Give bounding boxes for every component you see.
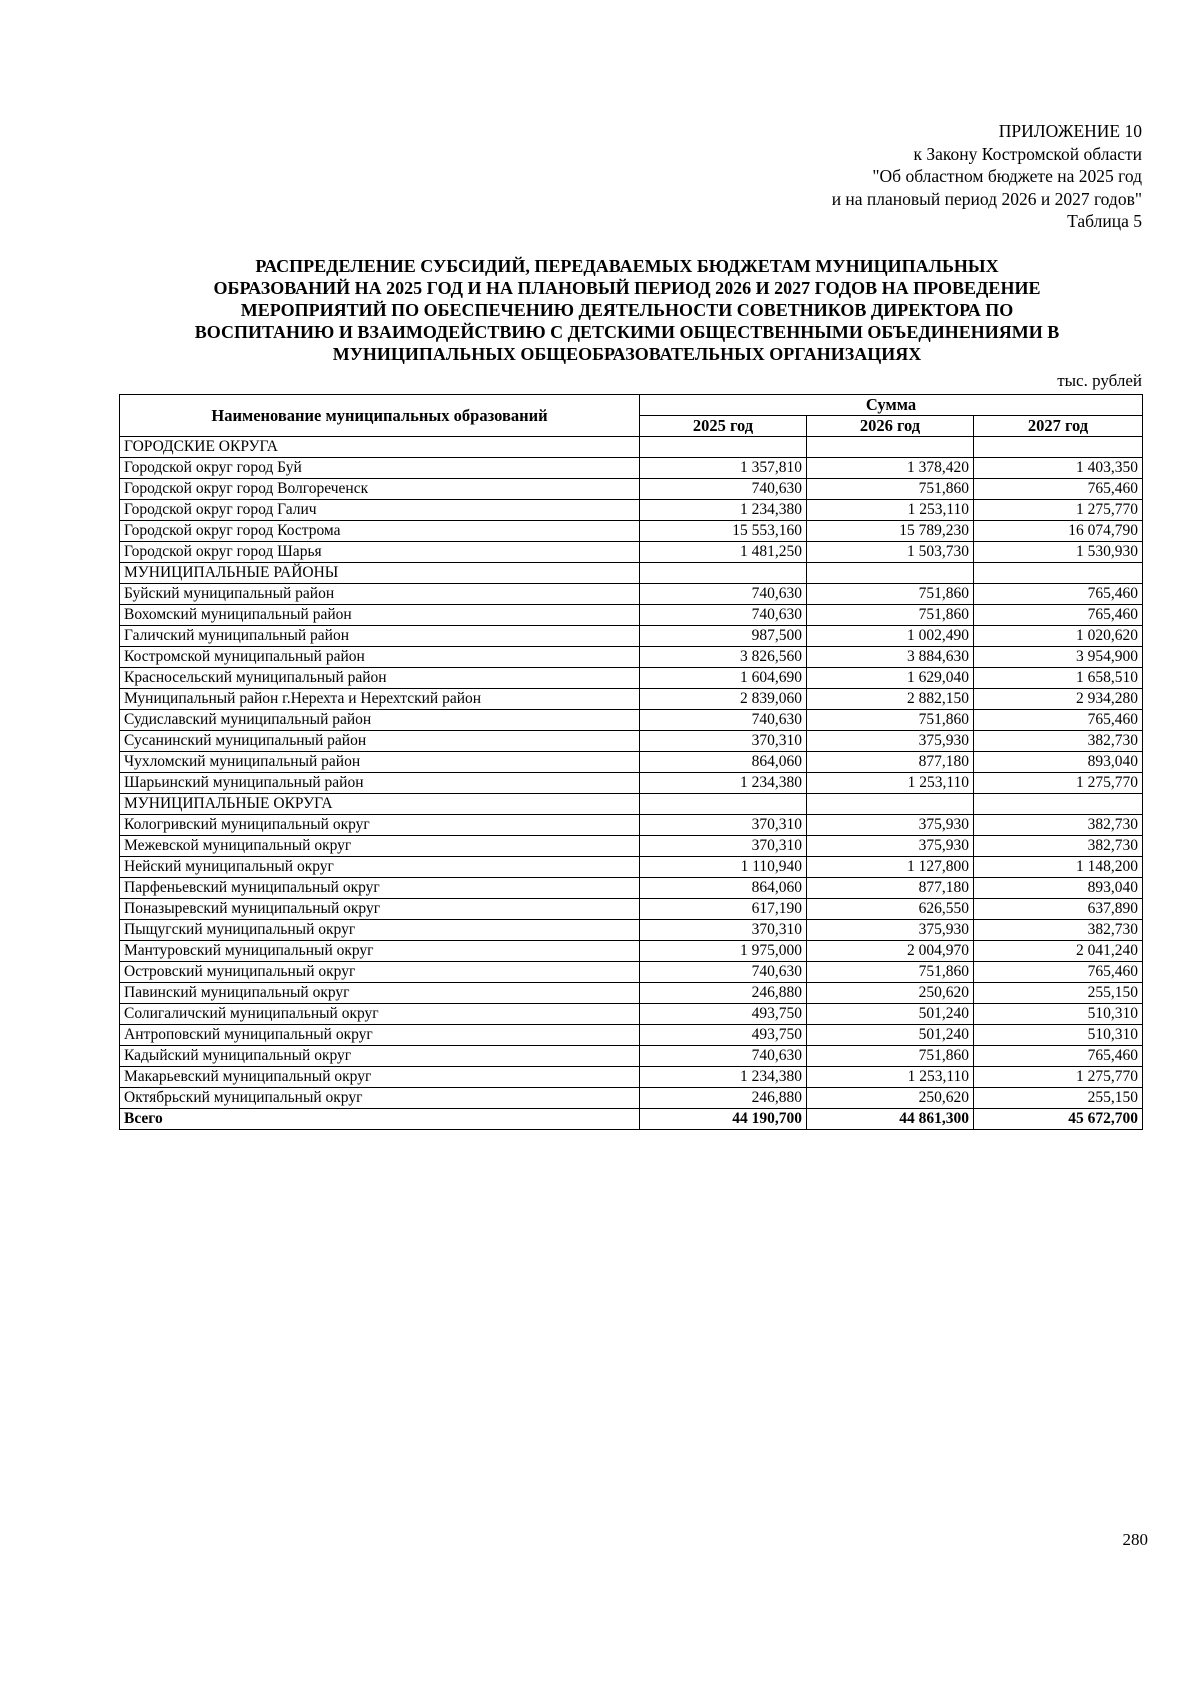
table-row bbox=[120, 1046, 1143, 1067]
table-body bbox=[120, 437, 1143, 1130]
value-2027-cell: 2 934,280 bbox=[974, 689, 1143, 710]
value-2026-cell: 877,180 bbox=[807, 752, 974, 773]
page-number: 280 bbox=[1122, 1530, 1148, 1549]
table-row bbox=[120, 647, 1143, 668]
value-2026-cell: 2 004,970 bbox=[807, 941, 974, 962]
table-row bbox=[120, 983, 1143, 1004]
column-header-2025: 2025 год bbox=[640, 416, 807, 437]
row-name-cell: Городской округ город Волгореченск bbox=[120, 479, 640, 500]
row-name-cell: Пыщугский муниципальный округ bbox=[120, 920, 640, 941]
table-row bbox=[120, 794, 1143, 815]
table-row bbox=[120, 1067, 1143, 1088]
table-row bbox=[120, 668, 1143, 689]
value-2027-cell: 893,040 bbox=[974, 752, 1143, 773]
value-2025-cell: 740,630 bbox=[640, 1046, 807, 1067]
row-name-cell: Галичский муниципальный район bbox=[120, 626, 640, 647]
table-row bbox=[120, 815, 1143, 836]
title-line: МУНИЦИПАЛЬНЫХ ОБЩЕОБРАЗОВАТЕЛЬНЫХ ОРГАНИЗАЦИЯХ bbox=[332, 344, 922, 364]
table-row bbox=[120, 479, 1143, 500]
value-2026-cell: 15 789,230 bbox=[807, 521, 974, 542]
column-header-2026: 2026 год bbox=[807, 416, 974, 437]
table-row bbox=[120, 437, 1143, 458]
value-2026-cell: 1 253,110 bbox=[807, 773, 974, 794]
value-2026-cell: 250,620 bbox=[807, 983, 974, 1004]
row-name-cell: Октябрьский муниципальный округ bbox=[120, 1088, 640, 1109]
appendix-label: ПРИЛОЖЕНИЕ 10 bbox=[998, 121, 1142, 141]
value-2026-cell: 2 882,150 bbox=[807, 689, 974, 710]
value-2027-cell: 765,460 bbox=[974, 1046, 1143, 1067]
value-2027-cell: 255,150 bbox=[974, 1088, 1143, 1109]
value-2027-cell: 510,310 bbox=[974, 1004, 1143, 1025]
value-2027-cell: 382,730 bbox=[974, 836, 1143, 857]
table-row bbox=[120, 458, 1143, 479]
total-label-cell: Всего bbox=[120, 1109, 640, 1130]
value-2027-cell: 382,730 bbox=[974, 815, 1143, 836]
value-2025-cell: 246,880 bbox=[640, 983, 807, 1004]
value-2026-cell: 375,930 bbox=[807, 731, 974, 752]
value-2026-cell: 626,550 bbox=[807, 899, 974, 920]
table-row bbox=[120, 626, 1143, 647]
row-name-cell: Кадыйский муниципальный округ bbox=[120, 1046, 640, 1067]
value-2025-cell: 987,500 bbox=[640, 626, 807, 647]
value-2026-cell: 1 629,040 bbox=[807, 668, 974, 689]
value-2025-cell: 1 357,810 bbox=[640, 458, 807, 479]
row-name-cell: Павинский муниципальный округ bbox=[120, 983, 640, 1004]
table-row bbox=[120, 962, 1143, 983]
value-2027-cell: 1 275,770 bbox=[974, 773, 1143, 794]
subsidy-table bbox=[119, 394, 1143, 1130]
table-row bbox=[120, 563, 1143, 584]
row-name-cell: Судиславский муниципальный район bbox=[120, 710, 640, 731]
value-2026-cell: 375,930 bbox=[807, 815, 974, 836]
total-2027-cell: 45 672,700 bbox=[974, 1109, 1143, 1130]
value-2026-cell: 751,860 bbox=[807, 605, 974, 626]
value-2027-cell: 255,150 bbox=[974, 983, 1143, 1004]
table-row bbox=[120, 500, 1143, 521]
value-2027-cell: 382,730 bbox=[974, 920, 1143, 941]
table-row bbox=[120, 1088, 1143, 1109]
value-2025-cell: 1 110,940 bbox=[640, 857, 807, 878]
period-reference: и на плановый период 2026 и 2027 годов" bbox=[831, 188, 1142, 209]
row-name-cell: Нейский муниципальный округ bbox=[120, 857, 640, 878]
row-name-cell: Кологривский муниципальный округ bbox=[120, 815, 640, 836]
row-name-cell: Чухломский муниципальный район bbox=[120, 752, 640, 773]
value-2027-cell: 765,460 bbox=[974, 584, 1143, 605]
value-2025-cell: 493,750 bbox=[640, 1025, 807, 1046]
document-title bbox=[120, 255, 1134, 365]
table-row bbox=[120, 1004, 1143, 1025]
value-2025-cell bbox=[640, 794, 807, 815]
value-2026-cell: 375,930 bbox=[807, 920, 974, 941]
value-2027-cell: 16 074,790 bbox=[974, 521, 1143, 542]
row-name-cell: Красносельский муниципальный район bbox=[120, 668, 640, 689]
value-2027-cell: 1 403,350 bbox=[974, 458, 1143, 479]
row-name-cell: МУНИЦИПАЛЬНЫЕ РАЙОНЫ bbox=[120, 563, 640, 584]
value-2026-cell: 751,860 bbox=[807, 710, 974, 731]
row-name-cell: Вохомский муниципальный район bbox=[120, 605, 640, 626]
value-2025-cell: 370,310 bbox=[640, 731, 807, 752]
value-2026-cell: 1 253,110 bbox=[807, 500, 974, 521]
value-2026-cell: 501,240 bbox=[807, 1004, 974, 1025]
value-2025-cell: 740,630 bbox=[640, 710, 807, 731]
appendix-header bbox=[832, 120, 1142, 233]
table-row bbox=[120, 731, 1143, 752]
total-2025-cell: 44 190,700 bbox=[640, 1109, 807, 1130]
title-line: ВОСПИТАНИЮ И ВЗАИМОДЕЙСТВИЮ С ДЕТСКИМИ ОБЩЕСТВЕННЫМИ ОБЪЕДИНЕНИЯМИ В bbox=[194, 322, 1060, 342]
row-name-cell: Городской округ город Шарья bbox=[120, 542, 640, 563]
value-2025-cell: 493,750 bbox=[640, 1004, 807, 1025]
table-row bbox=[120, 1025, 1143, 1046]
value-2027-cell: 1 275,770 bbox=[974, 500, 1143, 521]
value-2025-cell: 740,630 bbox=[640, 605, 807, 626]
total-2026-cell: 44 861,300 bbox=[807, 1109, 974, 1130]
value-2026-cell: 1 002,490 bbox=[807, 626, 974, 647]
value-2027-cell: 637,890 bbox=[974, 899, 1143, 920]
value-2026-cell: 1 378,420 bbox=[807, 458, 974, 479]
value-2026-cell: 1 253,110 bbox=[807, 1067, 974, 1088]
row-name-cell: Антроповский муниципальный округ bbox=[120, 1025, 640, 1046]
table-row bbox=[120, 836, 1143, 857]
value-2025-cell: 864,060 bbox=[640, 752, 807, 773]
value-2027-cell: 510,310 bbox=[974, 1025, 1143, 1046]
value-2026-cell: 751,860 bbox=[807, 962, 974, 983]
value-2026-cell: 877,180 bbox=[807, 878, 974, 899]
row-name-cell: Городской округ город Буй bbox=[120, 458, 640, 479]
value-2027-cell: 2 041,240 bbox=[974, 941, 1143, 962]
value-2025-cell: 864,060 bbox=[640, 878, 807, 899]
row-name-cell: Островский муниципальный округ bbox=[120, 962, 640, 983]
table-row bbox=[120, 878, 1143, 899]
value-2025-cell: 1 975,000 bbox=[640, 941, 807, 962]
value-2026-cell: 375,930 bbox=[807, 836, 974, 857]
row-name-cell: Парфеньевский муниципальный округ bbox=[120, 878, 640, 899]
title-line: РАСПРЕДЕЛЕНИЕ СУБСИДИЙ, ПЕРЕДАВАЕМЫХ БЮДЖЕТАМ МУНИЦИПАЛЬНЫХ bbox=[255, 256, 999, 276]
value-2027-cell bbox=[974, 437, 1143, 458]
value-2025-cell: 370,310 bbox=[640, 836, 807, 857]
table-row bbox=[120, 857, 1143, 878]
table-header-row bbox=[120, 395, 1143, 416]
row-name-cell: Муниципальный район г.Нерехта и Нерехтский район bbox=[120, 689, 640, 710]
table-row bbox=[120, 521, 1143, 542]
value-2026-cell bbox=[807, 437, 974, 458]
value-2026-cell bbox=[807, 794, 974, 815]
value-2027-cell bbox=[974, 563, 1143, 584]
value-2025-cell: 15 553,160 bbox=[640, 521, 807, 542]
value-2026-cell: 751,860 bbox=[807, 479, 974, 500]
row-name-cell: МУНИЦИПАЛЬНЫЕ ОКРУГА bbox=[120, 794, 640, 815]
row-name-cell: Городской округ город Галич bbox=[120, 500, 640, 521]
value-2027-cell: 1 148,200 bbox=[974, 857, 1143, 878]
table-row bbox=[120, 941, 1143, 962]
value-2025-cell: 370,310 bbox=[640, 815, 807, 836]
value-2027-cell: 382,730 bbox=[974, 731, 1143, 752]
value-2027-cell: 1 275,770 bbox=[974, 1067, 1143, 1088]
value-2025-cell: 617,190 bbox=[640, 899, 807, 920]
row-name-cell: Мантуровский муниципальный округ bbox=[120, 941, 640, 962]
value-2027-cell: 1 530,930 bbox=[974, 542, 1143, 563]
table-row bbox=[120, 920, 1143, 941]
law-reference: к Закону Костромской области bbox=[913, 143, 1142, 164]
value-2026-cell: 3 884,630 bbox=[807, 647, 974, 668]
value-2027-cell: 1 658,510 bbox=[974, 668, 1143, 689]
value-2026-cell: 751,860 bbox=[807, 1046, 974, 1067]
units-label: тыс. рублей bbox=[1057, 371, 1142, 390]
row-name-cell: Городской округ город Кострома bbox=[120, 521, 640, 542]
table-row bbox=[120, 689, 1143, 710]
value-2025-cell: 1 234,380 bbox=[640, 500, 807, 521]
value-2025-cell: 2 839,060 bbox=[640, 689, 807, 710]
table-row bbox=[120, 773, 1143, 794]
value-2025-cell: 740,630 bbox=[640, 962, 807, 983]
value-2027-cell: 3 954,900 bbox=[974, 647, 1143, 668]
column-header-name: Наименование муниципальных образований bbox=[120, 395, 640, 437]
value-2025-cell: 3 826,560 bbox=[640, 647, 807, 668]
table-row bbox=[120, 584, 1143, 605]
value-2027-cell bbox=[974, 794, 1143, 815]
value-2025-cell: 246,880 bbox=[640, 1088, 807, 1109]
table-row bbox=[120, 710, 1143, 731]
value-2025-cell: 1 234,380 bbox=[640, 773, 807, 794]
table-row bbox=[120, 542, 1143, 563]
row-name-cell: Сусанинский муниципальный район bbox=[120, 731, 640, 752]
value-2025-cell: 740,630 bbox=[640, 479, 807, 500]
title-line: МЕРОПРИЯТИЙ ПО ОБЕСПЕЧЕНИЮ ДЕЯТЕЛЬНОСТИ СОВЕТНИКОВ ДИРЕКТОРА ПО bbox=[240, 300, 1014, 320]
value-2026-cell: 501,240 bbox=[807, 1025, 974, 1046]
row-name-cell: Макарьевский муниципальный округ bbox=[120, 1067, 640, 1088]
value-2027-cell: 765,460 bbox=[974, 962, 1143, 983]
value-2025-cell bbox=[640, 437, 807, 458]
budget-reference: "Об областном бюджете на 2025 год bbox=[872, 166, 1142, 186]
column-header-2027: 2027 год bbox=[974, 416, 1143, 437]
value-2027-cell: 765,460 bbox=[974, 605, 1143, 626]
row-name-cell: Костромской муниципальный район bbox=[120, 647, 640, 668]
title-line: ОБРАЗОВАНИЙ НА 2025 ГОД И НА ПЛАНОВЫЙ ПЕРИОД 2026 И 2027 ГОДОВ НА ПРОВЕДЕНИЕ bbox=[213, 278, 1041, 298]
value-2025-cell: 1 481,250 bbox=[640, 542, 807, 563]
row-name-cell: Поназыревский муниципальный округ bbox=[120, 899, 640, 920]
row-name-cell: Межевской муниципальный округ bbox=[120, 836, 640, 857]
value-2025-cell: 370,310 bbox=[640, 920, 807, 941]
value-2026-cell: 751,860 bbox=[807, 584, 974, 605]
value-2026-cell: 250,620 bbox=[807, 1088, 974, 1109]
value-2026-cell: 1 127,800 bbox=[807, 857, 974, 878]
table-row bbox=[120, 605, 1143, 626]
value-2025-cell: 740,630 bbox=[640, 584, 807, 605]
value-2025-cell bbox=[640, 563, 807, 584]
table-row bbox=[120, 899, 1143, 920]
value-2025-cell: 1 234,380 bbox=[640, 1067, 807, 1088]
total-row bbox=[120, 1109, 1143, 1130]
row-name-cell: Солигаличский муниципальный округ bbox=[120, 1004, 640, 1025]
column-header-sum: Сумма bbox=[640, 395, 1143, 416]
row-name-cell: Буйский муниципальный район bbox=[120, 584, 640, 605]
value-2027-cell: 1 020,620 bbox=[974, 626, 1143, 647]
table-row bbox=[120, 752, 1143, 773]
value-2025-cell: 1 604,690 bbox=[640, 668, 807, 689]
value-2027-cell: 765,460 bbox=[974, 479, 1143, 500]
table-number: Таблица 5 bbox=[1067, 211, 1142, 231]
value-2027-cell: 893,040 bbox=[974, 878, 1143, 899]
row-name-cell: ГОРОДСКИЕ ОКРУГА bbox=[120, 437, 640, 458]
row-name-cell: Шарьинский муниципальный район bbox=[120, 773, 640, 794]
value-2027-cell: 765,460 bbox=[974, 710, 1143, 731]
value-2026-cell: 1 503,730 bbox=[807, 542, 974, 563]
value-2026-cell bbox=[807, 563, 974, 584]
